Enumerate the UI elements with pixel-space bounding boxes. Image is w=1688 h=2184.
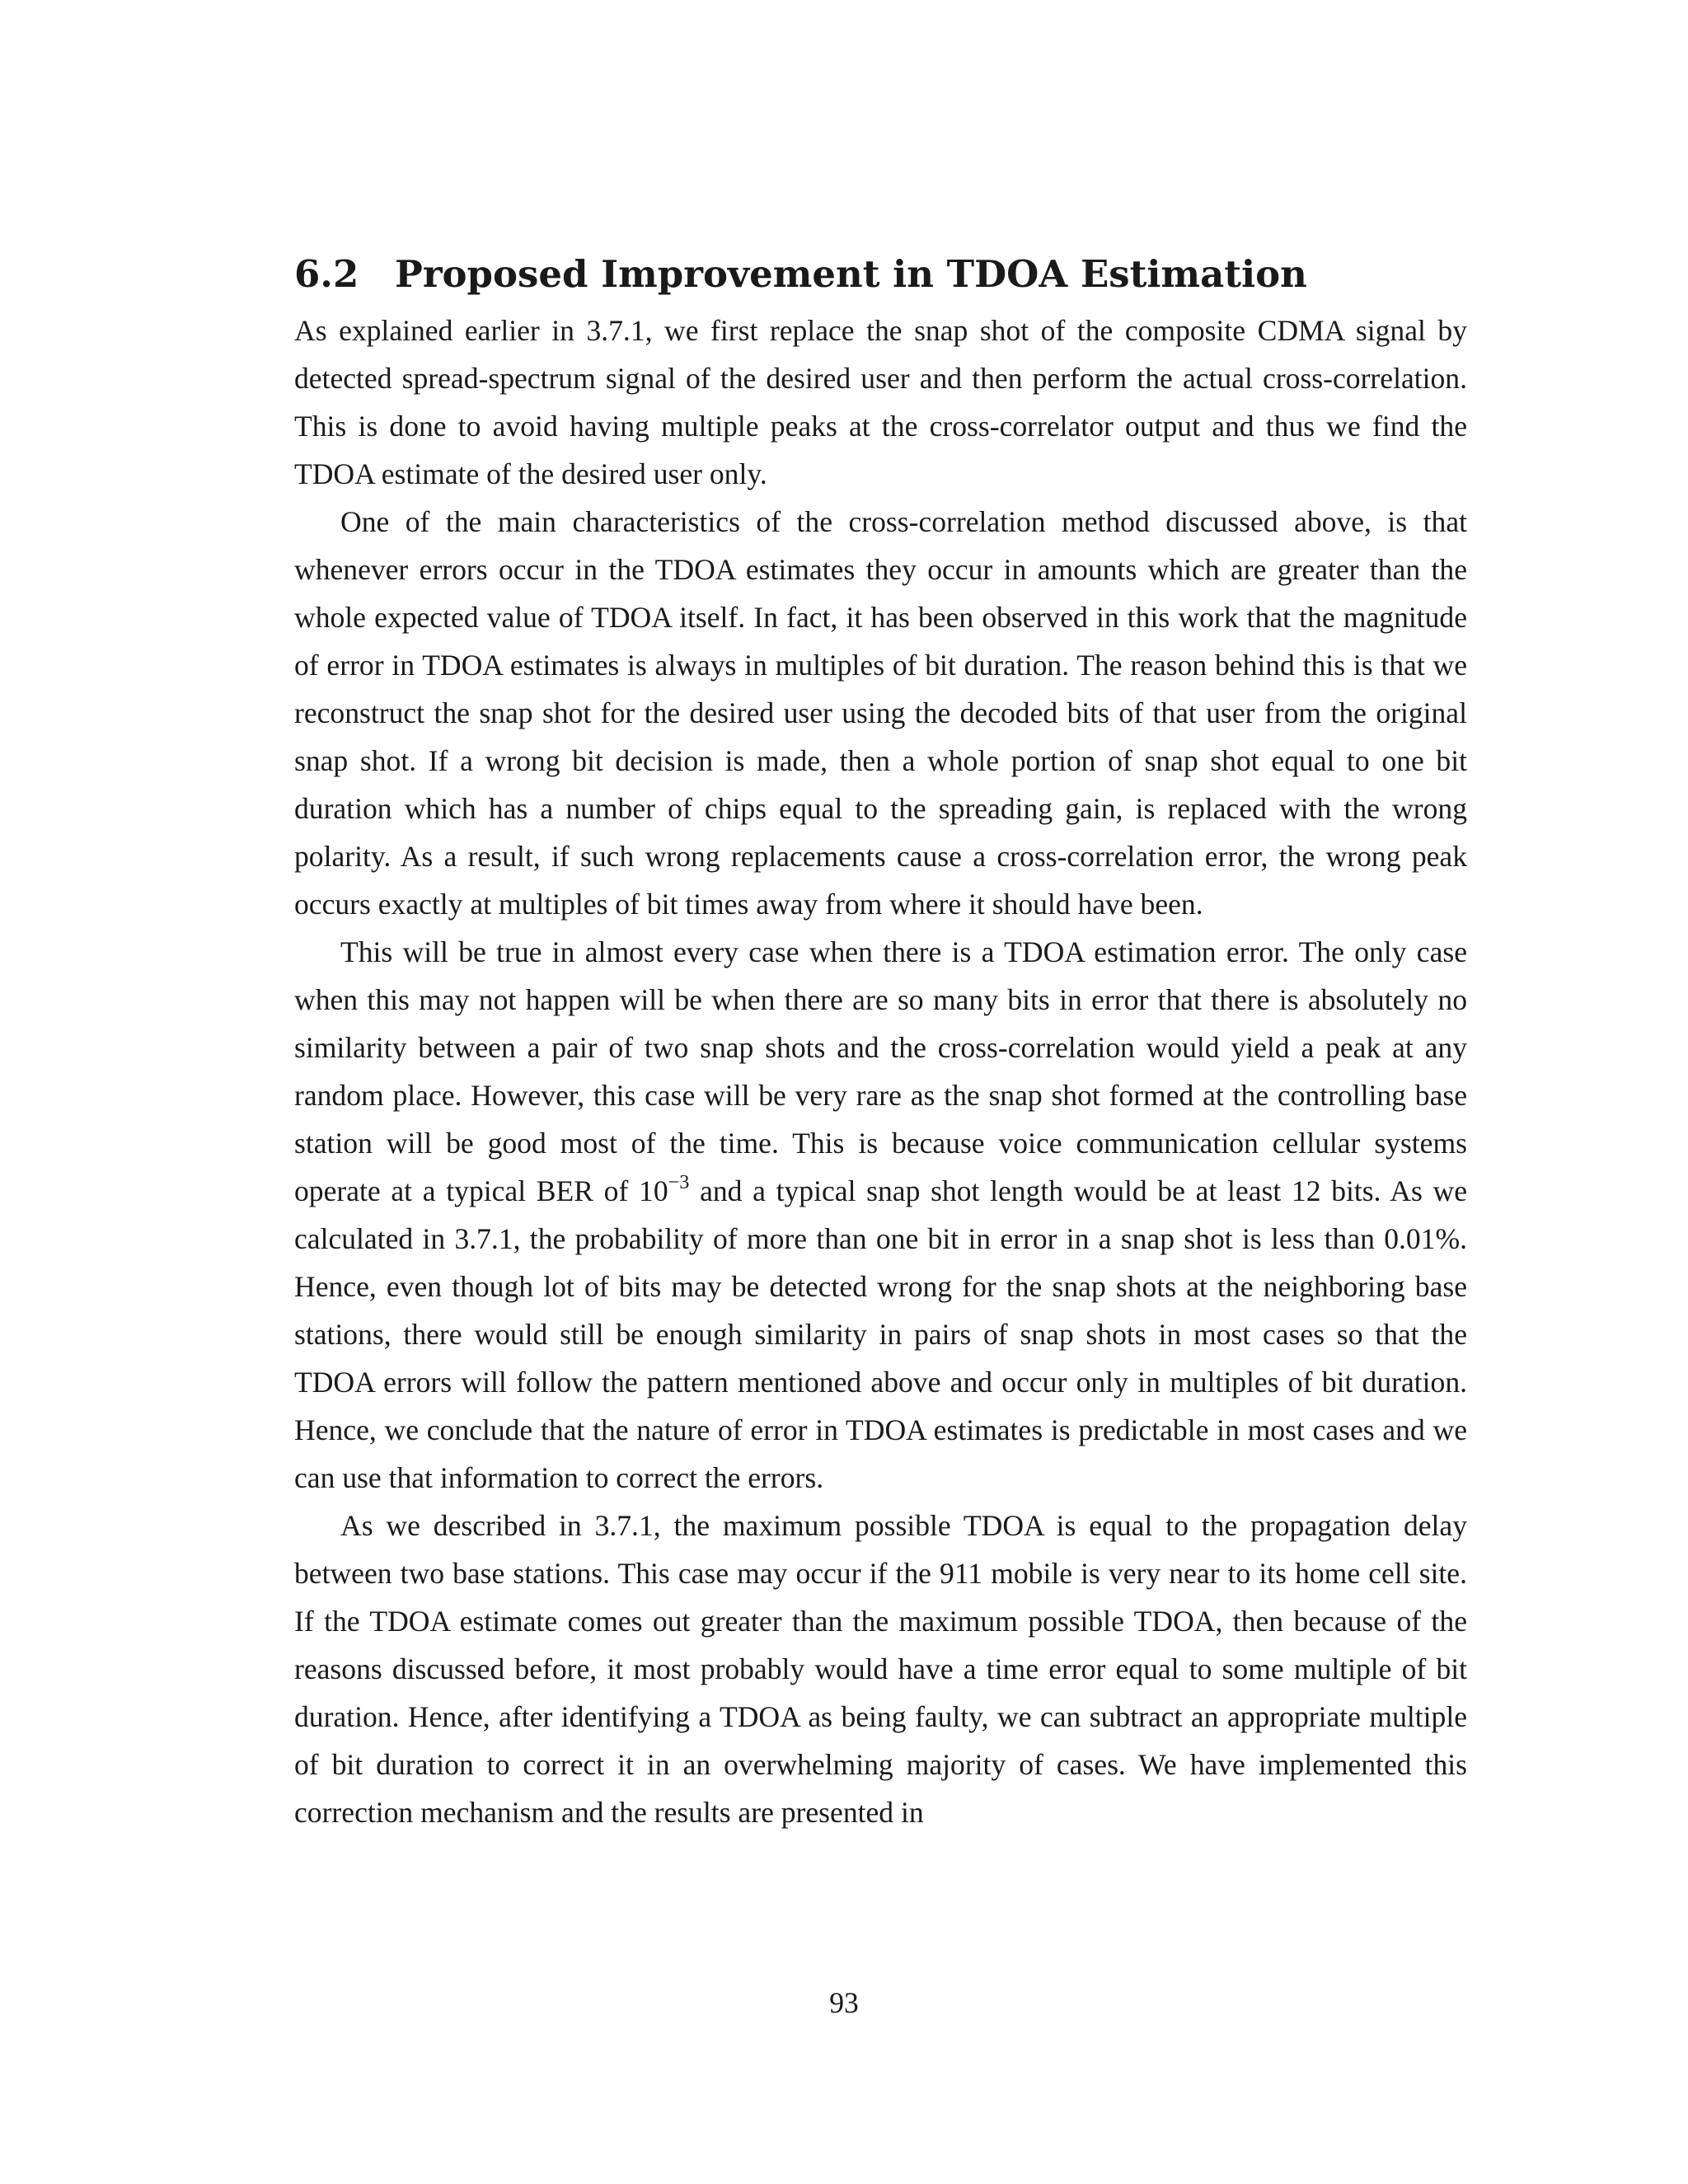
paragraph-3-text-before: This will be true in almost every case when there is a TDOA estimation error. The only case when this may not happen will be when there are so many bits in error that there is absolutely no similarity between a pair of two snap shots and the cross-correlation would yield a peak at any random place. However, this case will be very rare as the snap shot formed at the controlling base station will be good most of the time. This is because voice communication cellular systems operate at a typical BER of: [294, 935, 1467, 1207]
page-number: 93: [829, 1986, 859, 2019]
paragraph-1: As explained earlier in 3.7.1, we first replace the snap shot of the composite CDMA signal by detected spread-spectrum signal of the desired user and then perform the actual cross-correlation. This is done to avoid having multiple peaks at the cross-correlator output and thus we find the TDOA estimate of the desired user only.: [294, 314, 1467, 490]
section-number: 6.2: [294, 252, 359, 297]
ber-value: [639, 1171, 690, 1207]
paragraph-3-text-after: and a typical snap shot length would be at least 12 bits. As we calculated in 3.7.1, the probability of more than one bit in error in a snap shot is less than 0.01%. Hence, even though lot of bits may be detected wrong for the snap shots at the neighboring base stations, there would still be enough similarity in pairs of snap shots in most cases so that the TDOA errors will follow the pattern mentioned above and occur only in multiples of bit duration. Hence, we conclude that the nature of error in TDOA estimates is predictable in most cases and we can use that information to correct the errors.: [294, 1174, 1467, 1494]
paragraph-2: One of the main characteristics of the cross-correlation method discussed above, is that whenever errors occur in the TDOA estimates they occur in amounts which are greater than the whole expected value of TDOA itself. In fact, it has been observed in this work that the magnitude of error in TDOA estimates is always in multiples of bit duration. The reason behind this is that we reconstruct the snap shot for the desired user using the decoded bits of that user from the original snap shot. If a wrong bit decision is made, then a whole portion of snap shot equal to one bit duration which has a number of chips equal to the spreading gain, is replaced with the wrong polarity. As a result, if such wrong replacements cause a cross-correlation error, the wrong peak occurs exactly at multiples of bit times away from where it should have been.: [294, 505, 1467, 921]
paragraph-4: As we described in 3.7.1, the maximum possible TDOA is equal to the propagation delay between two base stations. This case may occur if the 911 mobile is very near to its home cell site. If the TDOA estimate comes out greater than the maximum possible TDOA, then because of the reasons discussed before, it most probably would have a time error equal to some multiple of bit duration. Hence, after identifying a TDOA as being faulty, we can subtract an appropriate multiple of bit duration to correct it in an overwhelming majority of cases. We have implemented this correction mechanism and the results are presented in: [294, 1509, 1467, 1829]
paragraph-3: [294, 928, 1467, 1502]
ber-base: 10: [639, 1174, 668, 1207]
section-title: Proposed Improvement in TDOA Estimation: [395, 252, 1307, 297]
section-heading: [294, 251, 1473, 298]
ber-exponent: −3: [668, 1171, 690, 1193]
body-text: [294, 307, 1467, 1836]
